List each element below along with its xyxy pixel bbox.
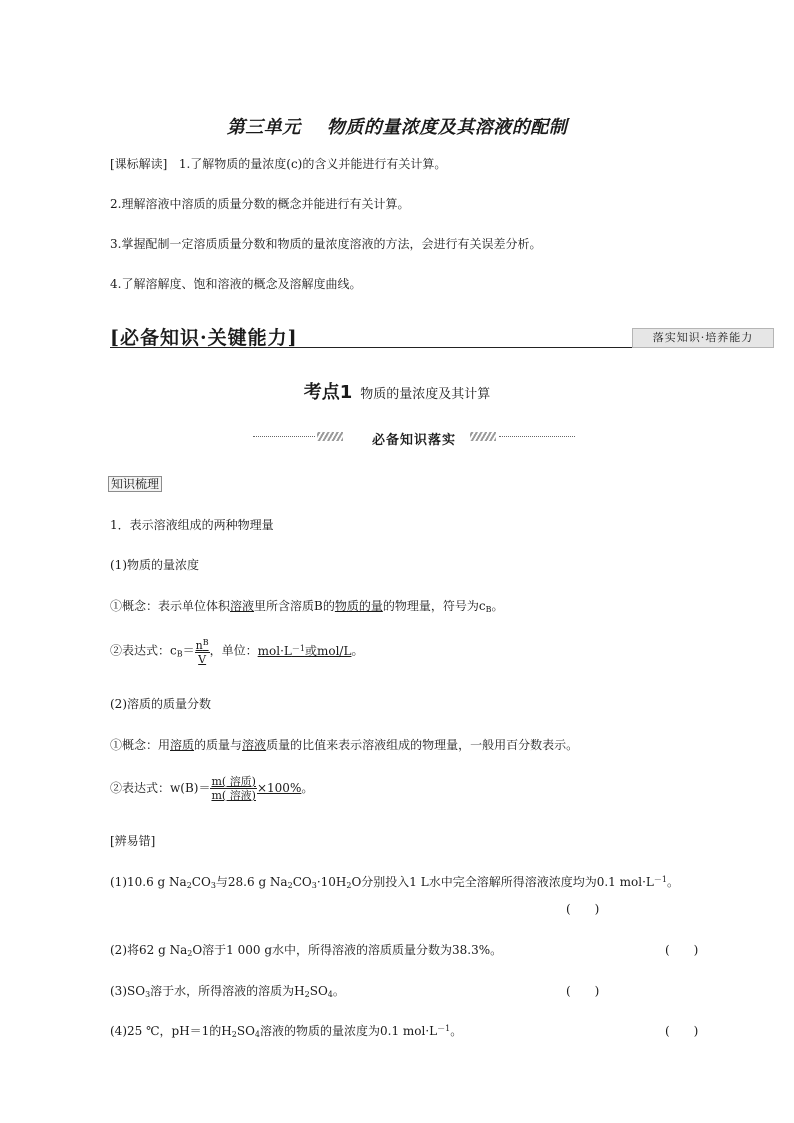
expression-2 [110,775,313,802]
blank-answer: 溶质 [170,738,195,752]
answer-paren-1[interactable]: ( ) [566,902,600,916]
curriculum-item: 4.了解溶解度、饱和溶液的概念及溶解度曲线。 [110,277,362,291]
text: 质量的比值来表示溶液组成的物理量，一般用百分数表示。 [266,738,579,752]
curriculum-item: 1.了解物质的量浓度(c)的含义并能进行有关计算。 [178,157,447,171]
text: ②表达式：c [110,643,177,658]
blank-answer: $mol\cdot L^{-1}$或mol/L [257,643,352,658]
divider-line-right [499,436,575,437]
blank-answer: ×100% [256,781,302,795]
blank-answer: 溶液 [242,738,267,752]
subscript: B [485,605,492,614]
expression-1 [110,636,363,666]
unit-title-number: 第三单元 [226,117,301,138]
text: ①概念：用 [110,738,171,752]
concept-2 [110,736,578,753]
question-1: (1)10.6 g $Na_2CO_3$与28.6 g $Na_2CO_3\cdot 10H_2O$分别投入1 L水中完全溶解所得溶液浓度均为0.1 $mol\cdot L^{-1}$。 [110,875,679,890]
heading-1b: (2)溶质的质量分数 [110,697,211,711]
knowledge-tag-box: 知识梳理 [108,476,162,492]
section-heading: [必备知识·关键能力] [110,327,298,349]
text: 。 [351,643,364,658]
fraction-denominator: V [198,653,207,666]
answer-paren-3[interactable]: ( ) [566,984,600,998]
bianyi-tag: [辨易错] [110,834,156,848]
blank-answer: 物质的量 [334,599,383,613]
section-badge: 落实知识·培养能力 [632,328,774,348]
text: 。 [491,599,504,613]
divider-stripe-right [470,432,496,441]
unit-title [0,113,794,139]
text: ＝ [182,643,195,658]
knowledge-divider [253,429,575,448]
subscript: B [176,649,183,659]
text: ②表达式：w(B)＝ [110,781,211,795]
kaodian-label: 考点1 [303,382,353,403]
concept-1 [110,597,504,614]
question-2: (2)将62 g $Na_2O$溶于1 000 g水中，所得溶液的溶质质量分数为38.3%。 [110,943,503,958]
answer-paren-4[interactable]: ( ) [665,1024,699,1038]
heading-1a: (1)物质的量浓度 [110,558,199,572]
text: ，单位： [209,643,258,658]
blank-answer: 溶液 [230,599,255,613]
question-3: $(3)SO_3$溶于水，所得溶液的溶质为$H_2SO_4$。 [110,984,345,999]
text: 里所含溶质B的 [254,599,335,613]
curriculum-line-1 [110,155,446,172]
kaodian-name: 物质的量浓度及其计算 [360,387,491,402]
curriculum-item: 2.理解溶液中溶质的质量分数的概念并能进行有关计算。 [110,197,410,211]
text: 的质量与 [194,738,243,752]
fraction [195,636,210,666]
curriculum-tag: [课标解读] [110,157,168,171]
curriculum-item: 3.掌握配制一定溶质质量分数和物质的量浓度溶液的方法，会进行有关误差分析。 [110,237,542,251]
answer-paren-2[interactable]: ( ) [665,943,699,957]
knowledge-tag [108,475,162,492]
text: 。 [301,781,314,795]
text: ①概念：表示单位体积 [110,599,231,613]
divider-text: 必备知识落实 [371,433,456,448]
fraction-denominator: m( 溶液) [211,789,256,802]
fraction-numerator: $n^B$ [195,638,209,652]
fraction [210,775,257,802]
unit-title-name: 物质的量浓度及其溶液的配制 [326,117,568,138]
question-4: (4)25 ℃，pH＝1的$H_2SO_4$溶液的物质的量浓度为0.1 $mol\cdot L^{-1}$。 [110,1024,463,1039]
text: 的物理量，符号为c [382,599,486,613]
heading-1: 1．表示溶液组成的两种物理量 [110,518,274,532]
fraction-numerator: m( 溶质) [211,775,256,788]
kaodian-heading [0,378,794,404]
